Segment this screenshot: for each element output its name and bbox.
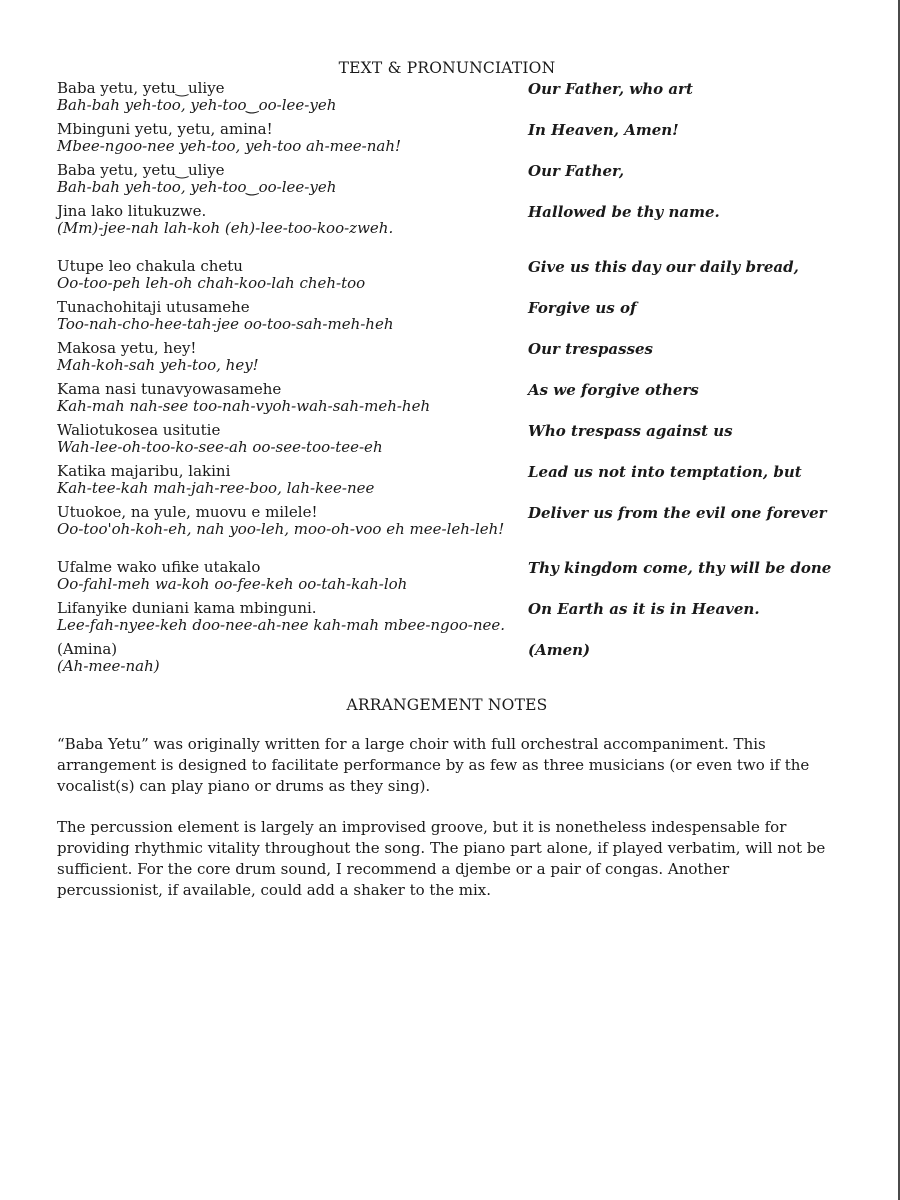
lyric-line — [57, 600, 837, 634]
pronunciation-text: Bah-bah yeh-too, yeh-too‿oo-lee-yeh — [57, 178, 337, 196]
pronunciation-text: Mbee-ngoo-nee yeh-too, yeh-too ah-mee-nah! — [57, 137, 402, 155]
swahili-text: Baba yetu, yetu‿uliye — [57, 161, 225, 179]
text-pronunciation-heading: TEXT & PRONUNCIATION — [338, 59, 556, 77]
swahili-text: Utuokoe, na yule, muovu e milele! — [57, 503, 318, 521]
swahili-text: Ufalme wako ufike utakalo — [57, 558, 261, 576]
english-translation: Hallowed be thy name. — [528, 203, 720, 221]
pronunciation-text: Bah-bah yeh-too, yeh-too‿oo-lee-yeh — [57, 96, 337, 114]
pronunciation-text: Oo-fahl-meh wa-koh oo-fee-keh oo-tah-kah-loh — [57, 575, 408, 593]
pronunciation-text: Mah-koh-sah yeh-too, hey! — [57, 356, 259, 374]
lyric-line — [57, 641, 837, 675]
english-translation: Our Father, — [528, 162, 625, 180]
english-translation: Who trespass against us — [528, 422, 733, 440]
lyric-line — [57, 340, 837, 374]
english-translation: Lead us not into temptation, but — [528, 463, 802, 481]
pronunciation-text: Kah-tee-kah mah-jah-ree-boo, lah-kee-nee — [57, 479, 375, 497]
lyrics-stanza-1 — [57, 80, 837, 237]
notes-paragraph-2: The percussion element is largely an improvised groove, but it is nonetheless indespensable for providing rhythmic vitality throughout the song. The piano part alone, if played verbatim, will not be sufficient. For the core drum sound, I recommend a djembe or a pair of congas. Another percussionist, if available, could add a shaker to the mix. — [57, 818, 826, 899]
swahili-text: Mbinguni yetu, yetu, amina! — [57, 120, 273, 138]
english-translation: (Amen) — [528, 641, 591, 659]
pronunciation-text: Oo-too-peh leh-oh chah-koo-lah cheh-too — [57, 274, 366, 292]
pronunciation-text: Oo-too'oh-koh-eh, nah yoo-leh, moo-oh-voo eh mee-leh-leh! — [57, 520, 505, 538]
pronunciation-text: Lee-fah-nyee-keh doo-nee-ah-nee kah-mah mbee-ngoo-nee. — [57, 616, 506, 634]
lyric-line — [57, 80, 837, 114]
swahili-text: Katika majaribu, lakini — [57, 462, 231, 480]
english-translation: In Heaven, Amen! — [528, 121, 679, 139]
pronunciation-text: Wah-lee-oh-too-ko-see-ah oo-see-too-tee-eh — [57, 438, 383, 456]
lyric-line — [57, 121, 837, 155]
swahili-text: Makosa yetu, hey! — [57, 339, 197, 357]
swahili-text: Utupe leo chakula chetu — [57, 257, 243, 275]
lyrics-stanza-2 — [57, 258, 837, 538]
pronunciation-text: (Mm)-jee-nah lah-koh (eh)-lee-too-koo-zweh. — [57, 219, 394, 237]
notes-paragraph-1: “Baba Yetu” was originally written for a large choir with full orchestral accompaniment. This arrangement is designed to facilitate performance by as few as three musicians (or even two if the vocalist(s) can play piano or drums as they sing). — [57, 735, 810, 795]
swahili-text: Tunachohitaji utusamehe — [57, 298, 250, 316]
swahili-text: Baba yetu, yetu‿uliye — [57, 79, 225, 97]
lyric-line — [57, 203, 837, 237]
swahili-text: Kama nasi tunavyowasamehe — [57, 380, 282, 398]
lyric-line — [57, 559, 837, 593]
pronunciation-text: Too-nah-cho-hee-tah-jee oo-too-sah-meh-heh — [57, 315, 394, 333]
lyric-line — [57, 299, 837, 333]
english-translation: Give us this day our daily bread, — [528, 258, 799, 276]
lyric-line — [57, 422, 837, 456]
pronunciation-text: (Ah-mee-nah) — [57, 657, 160, 675]
lyric-line — [57, 381, 837, 415]
english-translation: Our trespasses — [528, 340, 654, 358]
lyrics-table — [57, 80, 837, 675]
lyrics-stanza-3 — [57, 559, 837, 675]
english-translation: Thy kingdom come, thy will be done — [528, 559, 832, 577]
swahili-text: Waliotukosea usitutie — [57, 421, 221, 439]
swahili-text: Lifanyike duniani kama mbinguni. — [57, 599, 317, 617]
lyric-line — [57, 258, 837, 292]
lyric-line — [57, 162, 837, 196]
english-translation: On Earth as it is in Heaven. — [528, 600, 760, 618]
lyric-line — [57, 504, 837, 538]
document-page — [57, 58, 837, 901]
english-translation: Forgive us of — [528, 299, 637, 317]
english-translation: Our Father, who art — [528, 80, 693, 98]
lyric-line — [57, 463, 837, 497]
arrangement-notes-heading: ARRANGEMENT NOTES — [346, 696, 548, 714]
swahili-text: Jina lako litukuzwe. — [57, 202, 207, 220]
english-translation: Deliver us from the evil one forever — [528, 504, 827, 522]
pronunciation-text: Kah-mah nah-see too-nah-vyoh-wah-sah-meh-heh — [57, 397, 431, 415]
swahili-text: (Amina) — [57, 640, 118, 658]
english-translation: As we forgive others — [528, 381, 699, 399]
